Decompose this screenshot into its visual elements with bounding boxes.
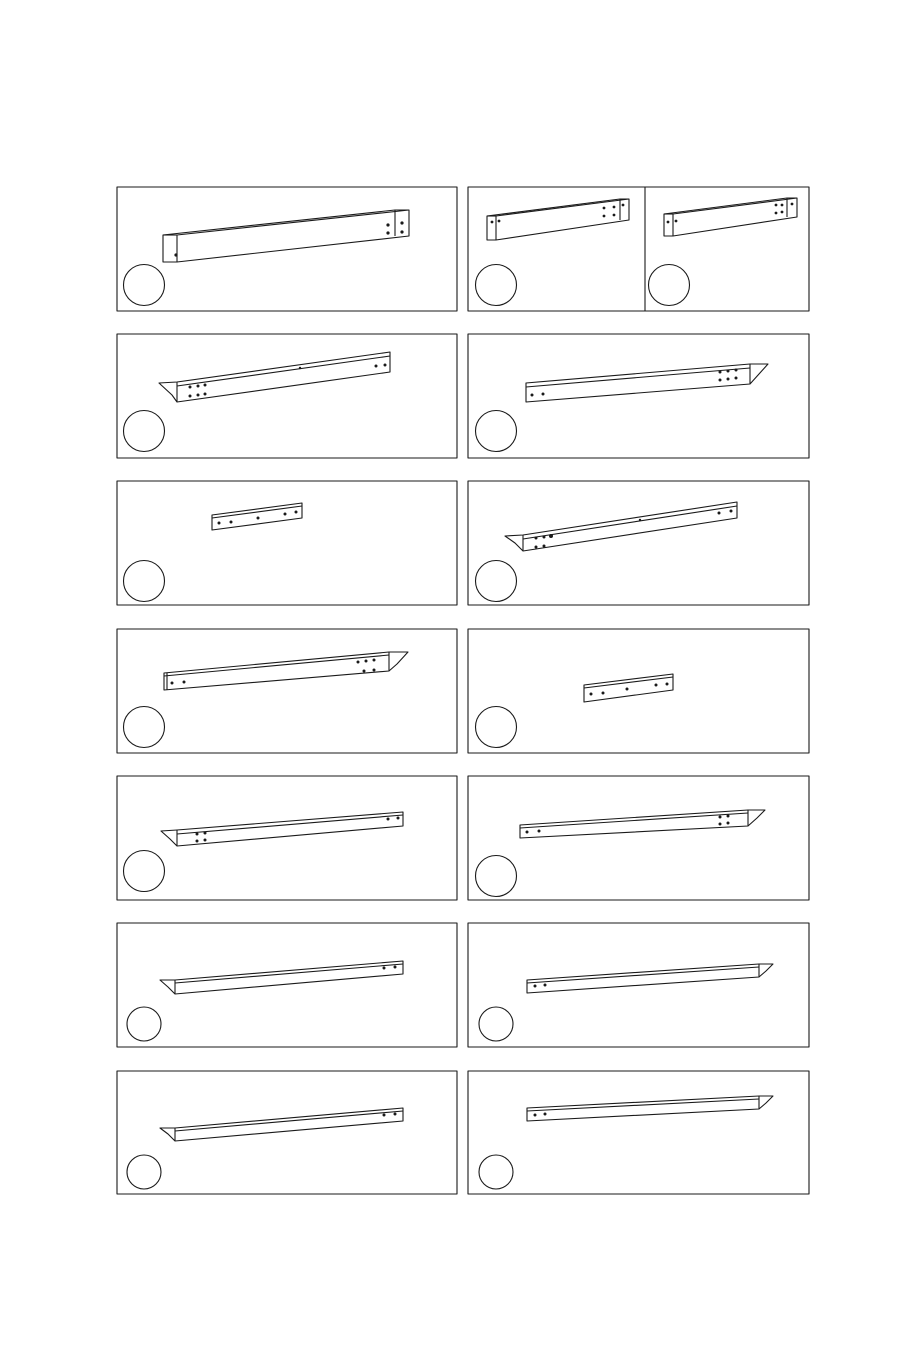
part-drawing <box>164 652 408 690</box>
part-panel <box>117 776 457 900</box>
part-number-circle <box>476 561 517 602</box>
part-number-circle <box>476 856 517 897</box>
part-drawing <box>520 810 765 838</box>
part-drawing <box>160 1108 403 1141</box>
panel-frame <box>468 481 809 605</box>
part-drawing <box>526 364 768 402</box>
part-drawing <box>163 210 409 262</box>
part-number-circle <box>476 411 517 452</box>
part-panel <box>468 923 809 1047</box>
panel-frame <box>468 629 809 753</box>
part-number-circle <box>124 561 165 602</box>
part-panel <box>117 1071 457 1194</box>
part-panel <box>117 923 457 1047</box>
part-panel <box>117 187 457 311</box>
panel-frame <box>117 1071 457 1194</box>
part-drawing <box>487 199 629 240</box>
panel-frame <box>117 334 457 458</box>
part-drawing <box>159 352 390 402</box>
part-number-circle <box>649 265 690 306</box>
part-number-circle <box>479 1155 513 1189</box>
part-panel <box>117 629 457 753</box>
part-number-circle <box>476 265 517 306</box>
panel-frame <box>117 481 457 605</box>
panel-frame <box>117 923 457 1047</box>
part-number-circle <box>127 1155 161 1189</box>
part-number-circle <box>124 265 165 306</box>
panel-frame <box>468 776 809 900</box>
part-drawing <box>584 674 673 702</box>
part-panel <box>468 1071 809 1194</box>
part-number-circle <box>476 707 517 748</box>
part-panel <box>468 629 809 753</box>
part-number-circle <box>124 707 165 748</box>
part-drawing <box>160 961 403 994</box>
part-number-circle <box>127 1007 161 1041</box>
panel-frame <box>117 776 457 900</box>
part-drawing <box>212 503 302 530</box>
part-drawing <box>527 964 773 993</box>
panel-frame <box>468 1071 809 1194</box>
part-number-circle <box>479 1007 513 1041</box>
part-drawing <box>161 812 403 846</box>
panel-frame <box>468 187 809 311</box>
part-panel <box>117 334 457 458</box>
panel-frame <box>468 334 809 458</box>
part-number-circle <box>124 411 165 452</box>
part-drawing <box>505 502 737 551</box>
part-panel-split <box>468 187 809 311</box>
part-number-circle <box>124 851 165 892</box>
part-panel <box>117 481 457 605</box>
panel-frame <box>117 629 457 753</box>
panel-frame <box>117 187 457 311</box>
part-panel <box>468 776 809 900</box>
part-panel <box>468 481 809 605</box>
part-panel <box>468 334 809 458</box>
part-drawing <box>664 198 797 236</box>
part-drawing <box>527 1096 773 1121</box>
